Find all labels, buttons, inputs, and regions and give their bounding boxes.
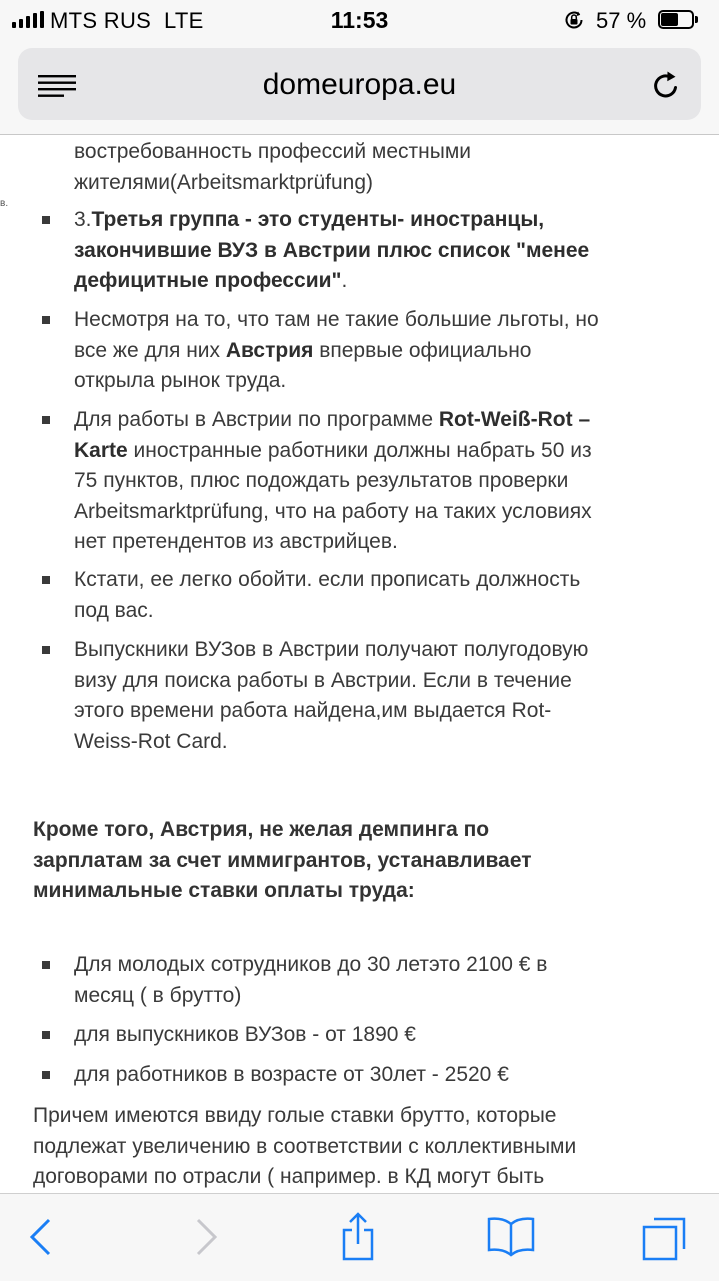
bullet-icon xyxy=(42,316,50,324)
tabs-icon[interactable] xyxy=(640,1212,690,1262)
list-item-text xyxy=(74,950,674,1011)
address-bar[interactable] xyxy=(18,48,701,120)
list-item-text xyxy=(74,565,674,626)
share-icon[interactable] xyxy=(333,1212,383,1262)
text-segment: Для молодых сотрудников до 30 летэто 2100 € в xyxy=(74,953,548,976)
paragraph-line: Причем имеются ввиду голые ставки брутто, которые xyxy=(33,1104,557,1127)
text-segment: нет претендентов из австрийцев. xyxy=(74,530,398,553)
text-segment: все же для них xyxy=(74,338,226,362)
text-line xyxy=(74,565,674,596)
text-line xyxy=(74,696,674,727)
text-segment: 3. xyxy=(74,208,92,231)
text-line xyxy=(74,137,674,168)
status-bar xyxy=(0,0,719,40)
text-segment: востребованность профессий местными xyxy=(74,140,471,163)
text-segment: Несмотря на то, что там не такие большие льготы, но xyxy=(74,308,599,331)
text-line xyxy=(74,527,674,558)
text-segment: Weiss-Rot Card. xyxy=(74,729,228,753)
text-line xyxy=(74,497,674,528)
orientation-lock-icon xyxy=(563,9,585,31)
stray-text: в. xyxy=(0,198,9,209)
text-line xyxy=(74,950,674,981)
list-item-text xyxy=(74,1020,674,1051)
text-segment: Karte xyxy=(74,438,128,462)
text-line xyxy=(74,336,674,367)
paragraph-line: договорами по отрасли ( например. в КД могут быть xyxy=(33,1165,545,1188)
bullet-icon xyxy=(42,1031,50,1039)
text-segment: Arbeitsmarktprüfung, что на работу на таких условиях xyxy=(74,499,592,523)
text-segment: открыла рынок труда. xyxy=(74,369,287,392)
text-line xyxy=(74,266,674,297)
text-line xyxy=(74,168,674,199)
paragraph xyxy=(33,1101,673,1193)
heading-line: зарплатам за счет иммигрантов, устанавливает xyxy=(33,848,532,872)
text-line xyxy=(74,635,674,666)
text-segment: Rot-Weiß-Rot – xyxy=(438,408,591,431)
clock: 11:53 xyxy=(330,7,389,33)
text-line xyxy=(74,305,674,336)
text-segment: для выпускников ВУЗов - от 1890 € xyxy=(74,1023,416,1046)
text-line xyxy=(74,727,674,758)
bookmarks-icon[interactable] xyxy=(486,1212,536,1262)
text-segment: Третья группа - это студенты- иностранцы, xyxy=(91,208,545,231)
text-segment: иностранные работники должны набрать 50 из xyxy=(127,438,592,462)
text-line xyxy=(74,596,674,627)
bullet-icon xyxy=(42,416,50,424)
text-segment: дефицитные профессии" xyxy=(74,269,342,292)
text-line xyxy=(74,236,674,267)
text-segment: Кстати, ее легко обойти. если прописать должность xyxy=(74,568,581,591)
battery-percent: 57 % xyxy=(596,8,647,33)
back-button[interactable] xyxy=(17,1212,67,1262)
text-line xyxy=(74,366,674,397)
page-content xyxy=(0,135,719,1193)
text-line xyxy=(74,981,674,1012)
text-segment: Выпускники ВУЗов в Австрии получают полугодовую xyxy=(74,638,589,661)
bullet-icon xyxy=(42,961,50,969)
bullet-icon xyxy=(42,216,50,224)
list-item-text xyxy=(74,1060,674,1091)
list-item-text xyxy=(74,405,674,558)
text-segment: этого времени работа найдена,им выдается Rot- xyxy=(74,699,552,722)
bookmarks-button[interactable] xyxy=(486,1212,536,1262)
carrier-name: MTS RUS xyxy=(50,8,152,33)
back-icon[interactable] xyxy=(17,1212,67,1262)
paragraph-line: подлежат увеличению в соответствии с коллективными xyxy=(33,1134,577,1158)
battery-icon xyxy=(658,10,698,29)
text-segment: впервые официально xyxy=(313,338,532,362)
bullet-icon xyxy=(42,646,50,654)
bullet-icon xyxy=(42,576,50,584)
text-line xyxy=(74,405,674,436)
forward-icon[interactable] xyxy=(180,1212,230,1262)
reload-icon[interactable] xyxy=(650,70,682,102)
section-heading xyxy=(33,815,683,907)
bullet-icon xyxy=(42,1071,50,1079)
browser-header xyxy=(0,40,719,135)
network-type: LTE xyxy=(163,8,204,33)
share-button[interactable] xyxy=(333,1212,383,1262)
forward-button[interactable] xyxy=(180,1212,230,1262)
text-line xyxy=(74,1020,674,1051)
list-item-text xyxy=(74,635,674,757)
text-segment: жителями(Arbeitsmarktprüfung) xyxy=(74,170,374,194)
text-segment: Для работы в Австрии по программе xyxy=(74,408,439,431)
text-line xyxy=(74,205,674,236)
text-segment: Австрия xyxy=(225,338,314,362)
text-segment: 75 пунктов, плюс подождать результатов проверки xyxy=(74,469,569,492)
text-segment: визу для поиска работы в Австрии. Если в течение xyxy=(74,668,572,692)
text-segment: закончившие ВУЗ в Австрии плюс список "менее xyxy=(74,238,590,262)
list-item-text xyxy=(74,205,674,297)
text-segment: под вас. xyxy=(74,598,154,622)
text-segment: для работников в возрасте от 30лет - 2520 € xyxy=(74,1063,509,1086)
text-segment: . xyxy=(341,269,348,292)
text-line xyxy=(74,436,674,467)
browser-toolbar xyxy=(0,1193,719,1281)
url-text[interactable]: domeuropa.eu xyxy=(262,68,457,101)
text-line xyxy=(74,466,674,497)
text-line xyxy=(74,666,674,697)
heading-line: Кроме того, Австрия, не желая демпинга по xyxy=(33,818,490,841)
heading-line: минимальные ставки оплаты труда: xyxy=(33,879,415,902)
list-item-text xyxy=(74,137,674,198)
tabs-button[interactable] xyxy=(640,1212,690,1262)
list-item-text xyxy=(74,305,674,397)
text-line xyxy=(74,1060,674,1091)
text-segment: месяц ( в брутто) xyxy=(74,983,242,1007)
